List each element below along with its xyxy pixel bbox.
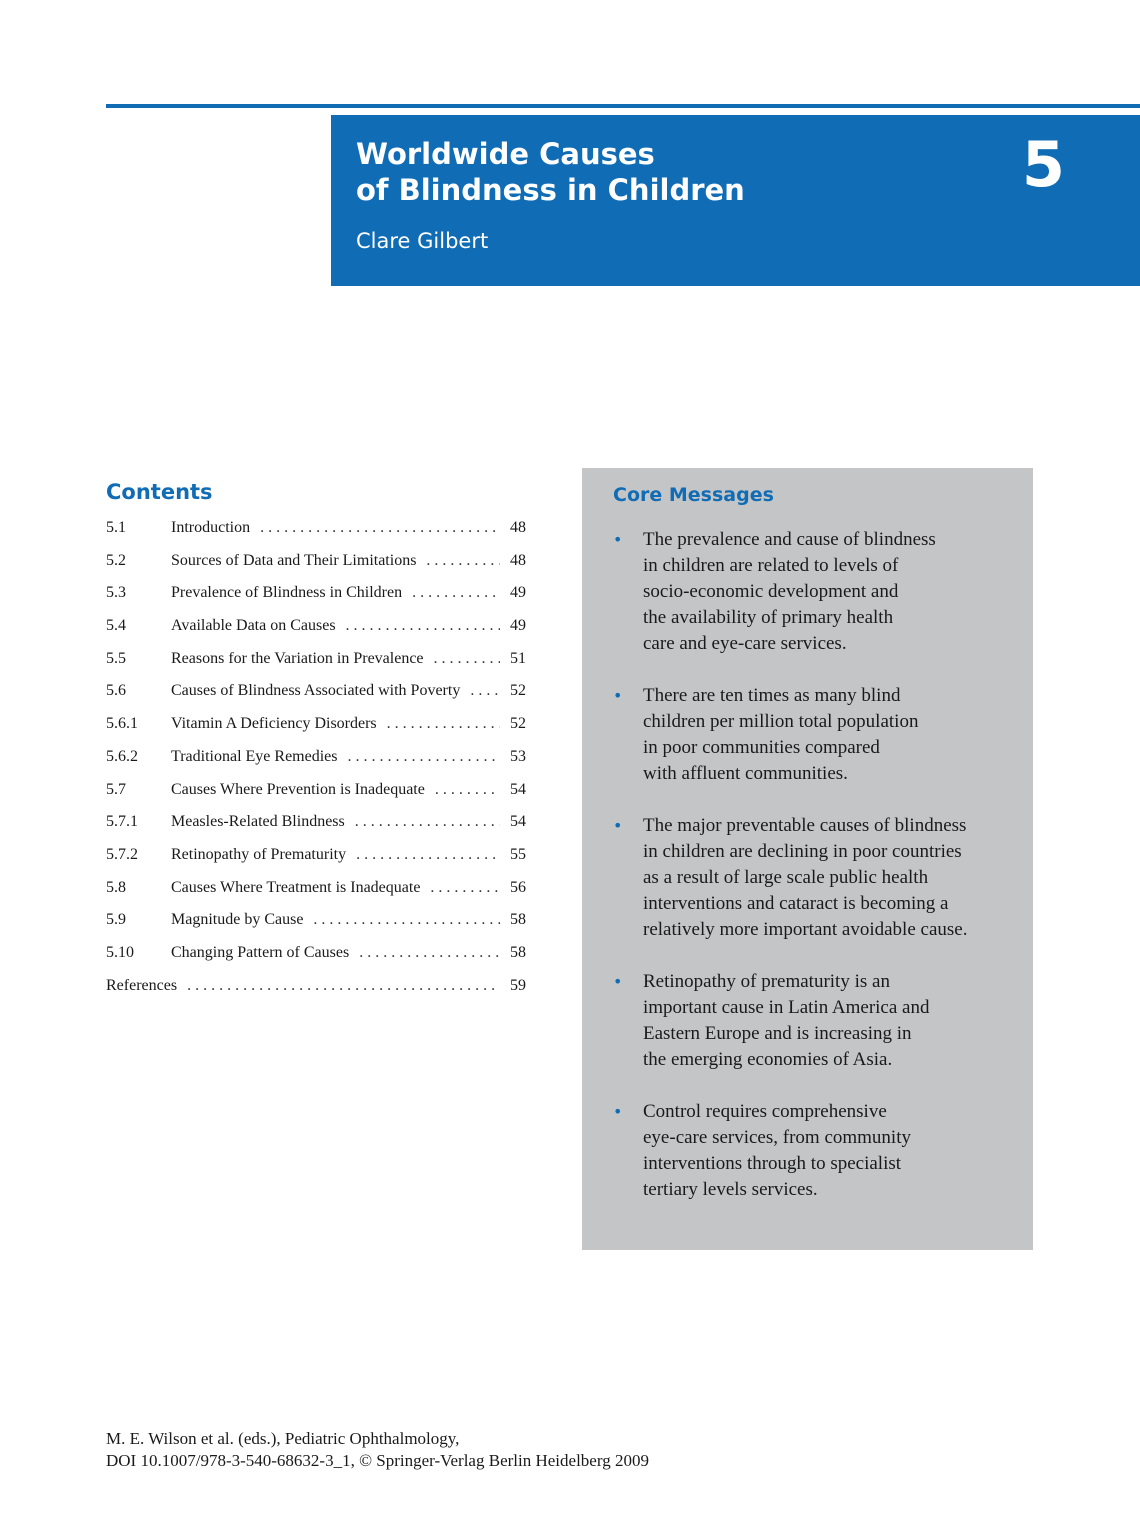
toc-entry-title: Causes of Blindness Associated with Poverty [171,682,461,700]
toc-entry-number: 5.1 [106,519,126,536]
core-message-line: in children are declining in poor countries [643,841,962,862]
citation-line: M. E. Wilson et al. (eds.), Pediatric Ophthalmology, [106,1429,460,1448]
toc-entry-title: Traditional Eye Remedies [171,747,338,765]
toc-entry-number: 5.7.1 [106,813,138,831]
chapter-author: Clare Gilbert [356,229,489,253]
toc-entry-page: 55 [510,845,526,863]
core-message [613,1099,1013,1203]
toc-dot-leader [346,617,500,635]
core-message [613,527,1013,657]
core-message-line: The major preventable causes of blindness [643,815,967,836]
core-message-line: tertiary levels services. [643,1179,818,1200]
toc-entry-number: 5.7 [106,780,126,798]
toc-dot-leader [470,682,500,700]
toc-entry-number: 5.2 [106,551,126,569]
core-message-line: with affluent communities. [643,763,848,784]
core-message-line: Control requires comprehensive [643,1101,887,1122]
toc-entry-title: Vitamin A Deficiency Disorders [171,715,377,733]
toc-entry-page: 49 [510,617,526,635]
core-messages-list [613,527,1013,1229]
toc-entry-number: 5.10 [106,943,134,961]
toc-entry-title: Causes Where Treatment is Inadequate [171,878,421,896]
toc-entry-page: 54 [510,813,526,831]
toc-entry-number: 5.9 [106,911,126,929]
toc-entry-number: 5.4 [106,617,126,635]
toc-entry[interactable] [106,781,526,814]
toc-entry-title: Prevalence of Blindness in Children [171,584,403,602]
core-message-line: in poor communities compared [643,737,880,758]
toc-dot-leader [359,944,500,962]
chapter-number: 5 [1021,128,1065,201]
citation-doi[interactable]: DOI 10.1007/978-3-540-68632-3_1, © Springer-Verlag Berlin Heidelberg 2009 [106,1451,649,1470]
core-message-line: in children are related to levels of [643,555,899,576]
toc-entry-title: Changing Pattern of Causes [171,943,350,961]
core-messages-heading: Core Messages [613,484,774,506]
toc-references-page: 59 [510,976,526,994]
toc-list [106,519,526,1009]
core-message [613,683,1013,787]
core-messages-box [582,468,1033,1250]
core-message-line: socio-economic development and [643,581,899,602]
toc-entry-title: Retinopathy of Prematurity [171,845,347,863]
core-message-line: important cause in Latin America and [643,997,930,1018]
core-message-line: care and eye-care services. [643,633,847,654]
toc-entry-title: Causes Where Prevention is Inadequate [171,780,425,798]
core-message-line: eye-care services, from community [643,1127,911,1148]
toc-entry-page: 56 [510,878,526,896]
table-of-contents [106,478,526,1009]
toc-entry[interactable] [106,519,526,552]
header-rule [106,104,1140,108]
core-message-line: interventions through to specialist [643,1153,902,1174]
core-message-line: as a result of large scale public health [643,867,929,888]
bullet-icon: • [613,816,623,835]
toc-entry[interactable] [106,911,526,944]
bullet-icon: • [613,972,623,991]
toc-entry-page: 54 [510,780,526,798]
toc-dot-leader [355,813,500,831]
toc-entry[interactable] [106,748,526,781]
toc-entry-page: 58 [510,943,526,961]
toc-entry[interactable] [106,879,526,912]
toc-dot-leader [434,650,500,668]
toc-dot-leader [356,846,500,864]
contents-heading: Contents [106,480,213,504]
toc-entry-title: Magnitude by Cause [171,911,304,929]
core-message-line: Eastern Europe and is increasing in [643,1023,912,1044]
toc-entry-page: 48 [510,519,526,536]
core-message [613,969,1013,1073]
core-message-line: interventions and cataract is becoming a [643,893,949,914]
toc-entry[interactable] [106,584,526,617]
toc-entry-number: 5.7.2 [106,845,138,863]
toc-dot-leader [426,552,500,570]
chapter-title [356,136,976,208]
chapter-title-line: of Blindness in Children [356,173,745,207]
toc-entry-page: 53 [510,747,526,765]
core-message-line: There are ten times as many blind [643,685,901,706]
toc-entry-number: 5.3 [106,584,126,602]
toc-entry-number: 5.6.1 [106,715,138,733]
core-message-line: relatively more important avoidable cause. [643,919,968,940]
toc-entry-page: 48 [510,551,526,569]
toc-dot-leader [260,519,500,537]
toc-references[interactable] [106,977,526,1010]
toc-entry-number: 5.6.2 [106,747,138,765]
toc-entry[interactable] [106,944,526,977]
toc-entry-page: 52 [510,682,526,700]
toc-entry[interactable] [106,715,526,748]
toc-entry-title: Sources of Data and Their Limitations [171,551,417,569]
citation-footer [106,1428,649,1472]
toc-dot-leader [313,911,500,929]
toc-entry-title: Available Data on Causes [171,617,336,635]
toc-dot-leader [348,748,501,766]
toc-entry-page: 49 [510,584,526,602]
toc-entry[interactable] [106,650,526,683]
toc-entry-page: 58 [510,911,526,929]
toc-entry-number: 5.8 [106,878,126,896]
toc-entry[interactable] [106,617,526,650]
core-message-line: children per million total population [643,711,919,732]
toc-entry[interactable] [106,813,526,846]
toc-entry[interactable] [106,682,526,715]
toc-entry[interactable] [106,846,526,879]
chapter-title-line: Worldwide Causes [356,137,655,171]
toc-entry-number: 5.5 [106,649,126,667]
toc-entry-number: 5.6 [106,682,126,700]
core-message-line: Retinopathy of prematurity is an [643,971,890,992]
bullet-icon: • [613,686,623,705]
core-message [613,813,1013,943]
toc-entry-page: 52 [510,715,526,733]
core-message-line: the availability of primary health [643,607,894,628]
toc-dot-leader [435,781,500,799]
toc-entry-title: Measles-Related Blindness [171,813,345,831]
toc-dot-leader [387,715,500,733]
core-message-line: The prevalence and cause of blindness [643,529,936,550]
core-message-line: the emerging economies of Asia. [643,1049,893,1070]
bullet-icon: • [613,530,623,549]
chapter-banner [331,115,1140,286]
toc-references-title: References [106,976,178,994]
toc-entry-title: Reasons for the Variation in Prevalence [171,649,424,667]
toc-dot-leader [187,977,500,995]
toc-entry-title: Introduction [171,519,251,536]
toc-dot-leader [430,879,500,897]
toc-entry[interactable] [106,552,526,585]
bullet-icon: • [613,1102,623,1121]
toc-dot-leader [412,584,500,602]
toc-entry-page: 51 [510,649,526,667]
